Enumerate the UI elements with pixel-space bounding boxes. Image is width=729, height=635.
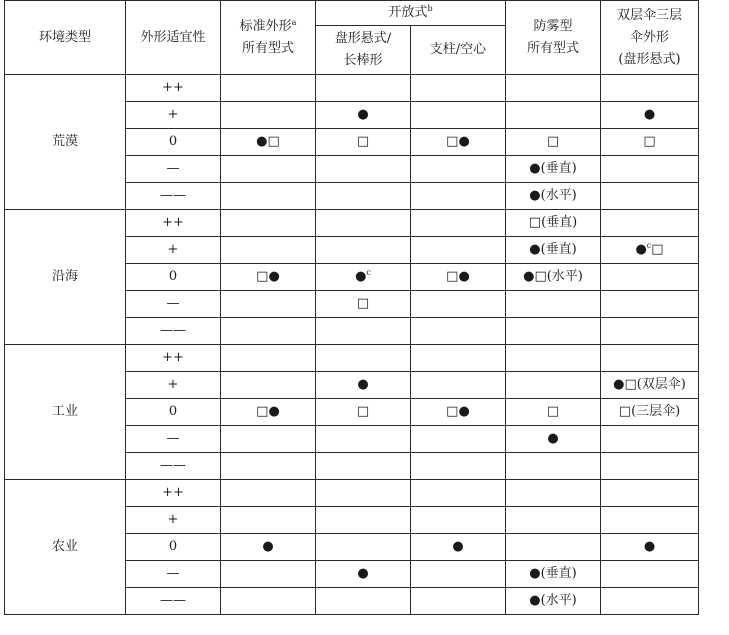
rating-cell-post bbox=[411, 345, 506, 372]
insulator-profile-suitability-table bbox=[4, 0, 699, 615]
rating-cell-fog bbox=[506, 264, 601, 291]
rating-symbols: ●(水平) bbox=[529, 188, 577, 203]
rating-cell-dbl bbox=[601, 156, 699, 183]
rating-cell-fog bbox=[506, 588, 601, 615]
rating-cell-disc bbox=[316, 561, 411, 588]
header-profile-suitability: 外形适宜性 bbox=[126, 1, 221, 75]
rating-symbols: ●(水平) bbox=[529, 593, 577, 608]
suitability-level-cell: — bbox=[126, 156, 221, 183]
rating-cell-dbl bbox=[601, 534, 699, 561]
header-environment-type: 环境类型 bbox=[5, 1, 126, 75]
suitability-table-container bbox=[4, 0, 699, 615]
rating-symbols: ● bbox=[452, 539, 464, 554]
suitability-level-cell: 0 bbox=[126, 129, 221, 156]
rating-cell-post bbox=[411, 534, 506, 561]
suitability-level-cell: —— bbox=[126, 453, 221, 480]
rating-symbols: □● bbox=[256, 404, 280, 419]
rating-cell-std bbox=[221, 588, 316, 615]
rating-symbols: □● bbox=[256, 269, 280, 284]
rating-symbols: ● bbox=[262, 539, 274, 554]
rating-cell-std bbox=[221, 480, 316, 507]
rating-symbols: ●(垂直) bbox=[529, 161, 577, 176]
rating-cell-post bbox=[411, 318, 506, 345]
suitability-level-cell: + bbox=[126, 372, 221, 399]
rating-cell-std bbox=[221, 102, 316, 129]
rating-cell-disc bbox=[316, 210, 411, 237]
header-double-triple-shed: 双层伞三层 伞外形 (盘形悬式) bbox=[601, 1, 699, 75]
suitability-level-cell: —— bbox=[126, 588, 221, 615]
rating-symbols: ● bbox=[357, 107, 369, 122]
rating-cell-post bbox=[411, 372, 506, 399]
rating-cell-dbl bbox=[601, 507, 699, 534]
rating-cell-fog bbox=[506, 318, 601, 345]
rating-cell-post bbox=[411, 399, 506, 426]
rating-cell-std bbox=[221, 237, 316, 264]
table-row bbox=[5, 210, 699, 237]
rating-cell-fog bbox=[506, 426, 601, 453]
environment-type-cell: 荒漠 bbox=[5, 75, 126, 210]
rating-symbols: □● bbox=[446, 134, 470, 149]
rating-cell-disc bbox=[316, 75, 411, 102]
rating-cell-post bbox=[411, 507, 506, 534]
rating-cell-dbl bbox=[601, 372, 699, 399]
rating-cell-dbl bbox=[601, 426, 699, 453]
rating-cell-disc bbox=[316, 588, 411, 615]
rating-cell-fog bbox=[506, 102, 601, 129]
rating-cell-dbl bbox=[601, 453, 699, 480]
rating-cell-std bbox=[221, 264, 316, 291]
rating-cell-dbl bbox=[601, 399, 699, 426]
rating-symbols: ● bbox=[643, 107, 656, 122]
rating-cell-post bbox=[411, 75, 506, 102]
rating-symbols: □ bbox=[546, 404, 560, 419]
rating-symbols: ● bbox=[643, 539, 656, 554]
rating-cell-fog bbox=[506, 480, 601, 507]
rating-cell-std bbox=[221, 210, 316, 237]
rating-cell-fog bbox=[506, 561, 601, 588]
rating-cell-dbl bbox=[601, 561, 699, 588]
rating-cell-dbl bbox=[601, 210, 699, 237]
rating-cell-fog bbox=[506, 345, 601, 372]
rating-symbols: □● bbox=[446, 404, 470, 419]
rating-cell-dbl bbox=[601, 75, 699, 102]
rating-cell-disc bbox=[316, 453, 411, 480]
footnote-marker: c bbox=[646, 241, 652, 250]
rating-cell-post bbox=[411, 588, 506, 615]
rating-cell-post bbox=[411, 480, 506, 507]
suitability-level-cell: 0 bbox=[126, 534, 221, 561]
footnote-marker: c bbox=[366, 268, 371, 277]
rating-cell-fog bbox=[506, 183, 601, 210]
rating-cell-dbl bbox=[601, 129, 699, 156]
header-post-hollow: 支柱/空心 bbox=[411, 26, 506, 75]
rating-cell-std bbox=[221, 183, 316, 210]
rating-cell-disc bbox=[316, 345, 411, 372]
header-open-profile: 开放式$^b$ bbox=[316, 1, 506, 26]
table-row bbox=[5, 480, 699, 507]
rating-symbols: □(垂直) bbox=[528, 215, 578, 230]
rating-symbols: ●□(水平) bbox=[523, 269, 583, 284]
rating-cell-fog bbox=[506, 507, 601, 534]
rating-cell-dbl bbox=[601, 291, 699, 318]
table-row bbox=[5, 345, 699, 372]
environment-type-cell: 工业 bbox=[5, 345, 126, 480]
rating-cell-disc bbox=[316, 291, 411, 318]
rating-cell-std bbox=[221, 291, 316, 318]
rating-symbols: ●(垂直) bbox=[529, 242, 577, 257]
rating-cell-disc bbox=[316, 426, 411, 453]
rating-symbols: □ bbox=[356, 296, 370, 311]
rating-cell-fog bbox=[506, 399, 601, 426]
rating-symbols: ● bbox=[357, 566, 369, 581]
rating-cell-post bbox=[411, 183, 506, 210]
rating-cell-post bbox=[411, 291, 506, 318]
rating-cell-std bbox=[221, 75, 316, 102]
rating-cell-std bbox=[221, 399, 316, 426]
rating-symbols: □ bbox=[643, 134, 656, 149]
rating-cell-std bbox=[221, 534, 316, 561]
rating-cell-fog bbox=[506, 291, 601, 318]
rating-cell-std bbox=[221, 507, 316, 534]
rating-symbols: □ bbox=[546, 134, 560, 149]
rating-cell-dbl bbox=[601, 264, 699, 291]
rating-cell-fog bbox=[506, 156, 601, 183]
rating-cell-post bbox=[411, 453, 506, 480]
rating-symbols: ●□ bbox=[256, 134, 280, 149]
rating-cell-fog bbox=[506, 534, 601, 561]
rating-cell-fog bbox=[506, 372, 601, 399]
rating-cell-post bbox=[411, 102, 506, 129]
suitability-level-cell: —— bbox=[126, 318, 221, 345]
rating-cell-dbl bbox=[601, 588, 699, 615]
suitability-level-cell: — bbox=[126, 561, 221, 588]
rating-cell-disc bbox=[316, 264, 411, 291]
suitability-level-cell: — bbox=[126, 426, 221, 453]
suitability-level-cell: 0 bbox=[126, 264, 221, 291]
rating-cell-fog bbox=[506, 210, 601, 237]
suitability-level-cell: 0 bbox=[126, 399, 221, 426]
rating-cell-fog bbox=[506, 453, 601, 480]
suitability-level-cell: ++ bbox=[126, 345, 221, 372]
rating-cell-post bbox=[411, 210, 506, 237]
rating-symbols: □ bbox=[356, 404, 370, 419]
suitability-level-cell: + bbox=[126, 237, 221, 264]
rating-cell-disc bbox=[316, 372, 411, 399]
rating-cell-dbl bbox=[601, 318, 699, 345]
table-row bbox=[5, 75, 699, 102]
rating-cell-disc bbox=[316, 183, 411, 210]
rating-cell-disc bbox=[316, 507, 411, 534]
rating-cell-post bbox=[411, 156, 506, 183]
table-body bbox=[5, 75, 699, 615]
rating-cell-disc bbox=[316, 129, 411, 156]
rating-symbols: □● bbox=[446, 269, 470, 284]
suitability-level-cell: + bbox=[126, 507, 221, 534]
rating-cell-post bbox=[411, 264, 506, 291]
rating-cell-std bbox=[221, 345, 316, 372]
rating-cell-post bbox=[411, 129, 506, 156]
rating-cell-fog bbox=[506, 129, 601, 156]
rating-cell-std bbox=[221, 372, 316, 399]
rating-cell-std bbox=[221, 318, 316, 345]
environment-type-cell: 农业 bbox=[5, 480, 126, 615]
rating-cell-dbl bbox=[601, 102, 699, 129]
rating-symbols: ●□(双层伞) bbox=[613, 377, 686, 392]
suitability-level-cell: ++ bbox=[126, 75, 221, 102]
rating-symbols: □(三层伞) bbox=[618, 404, 681, 419]
rating-cell-fog bbox=[506, 237, 601, 264]
rating-cell-std bbox=[221, 561, 316, 588]
rating-cell-dbl bbox=[601, 237, 699, 264]
rating-cell-dbl bbox=[601, 345, 699, 372]
rating-cell-post bbox=[411, 237, 506, 264]
rating-cell-disc bbox=[316, 480, 411, 507]
rating-symbols: ● bbox=[355, 269, 367, 284]
rating-cell-disc bbox=[316, 399, 411, 426]
rating-cell-std bbox=[221, 156, 316, 183]
suitability-level-cell: ++ bbox=[126, 210, 221, 237]
suitability-level-cell: — bbox=[126, 291, 221, 318]
environment-type-cell: 沿海 bbox=[5, 210, 126, 345]
suitability-level-cell: —— bbox=[126, 183, 221, 210]
rating-cell-disc bbox=[316, 156, 411, 183]
rating-cell-disc bbox=[316, 534, 411, 561]
rating-cell-std bbox=[221, 129, 316, 156]
rating-cell-disc bbox=[316, 318, 411, 345]
rating-cell-disc bbox=[316, 237, 411, 264]
rating-cell-dbl bbox=[601, 183, 699, 210]
rating-symbols: ● bbox=[547, 431, 559, 446]
rating-cell-disc bbox=[316, 102, 411, 129]
rating-cell-post bbox=[411, 426, 506, 453]
suitability-level-cell: ++ bbox=[126, 480, 221, 507]
rating-symbols: ●(垂直) bbox=[529, 566, 577, 581]
rating-cell-dbl bbox=[601, 480, 699, 507]
header-disc-long-rod: 盘形悬式/ 长棒形 bbox=[316, 26, 411, 75]
rating-cell-post bbox=[411, 561, 506, 588]
header-standard-profile: 标准外形$^a$ 所有型式 bbox=[221, 1, 316, 75]
rating-cell-std bbox=[221, 453, 316, 480]
rating-symbols: □ bbox=[356, 134, 370, 149]
suitability-level-cell: + bbox=[126, 102, 221, 129]
header-fog-type: 防雾型 所有型式 bbox=[506, 1, 601, 75]
rating-symbols-tail: □ bbox=[651, 242, 664, 257]
rating-cell-fog bbox=[506, 75, 601, 102]
rating-symbols: ● bbox=[635, 242, 647, 257]
rating-symbols: ● bbox=[357, 377, 369, 392]
rating-cell-std bbox=[221, 426, 316, 453]
